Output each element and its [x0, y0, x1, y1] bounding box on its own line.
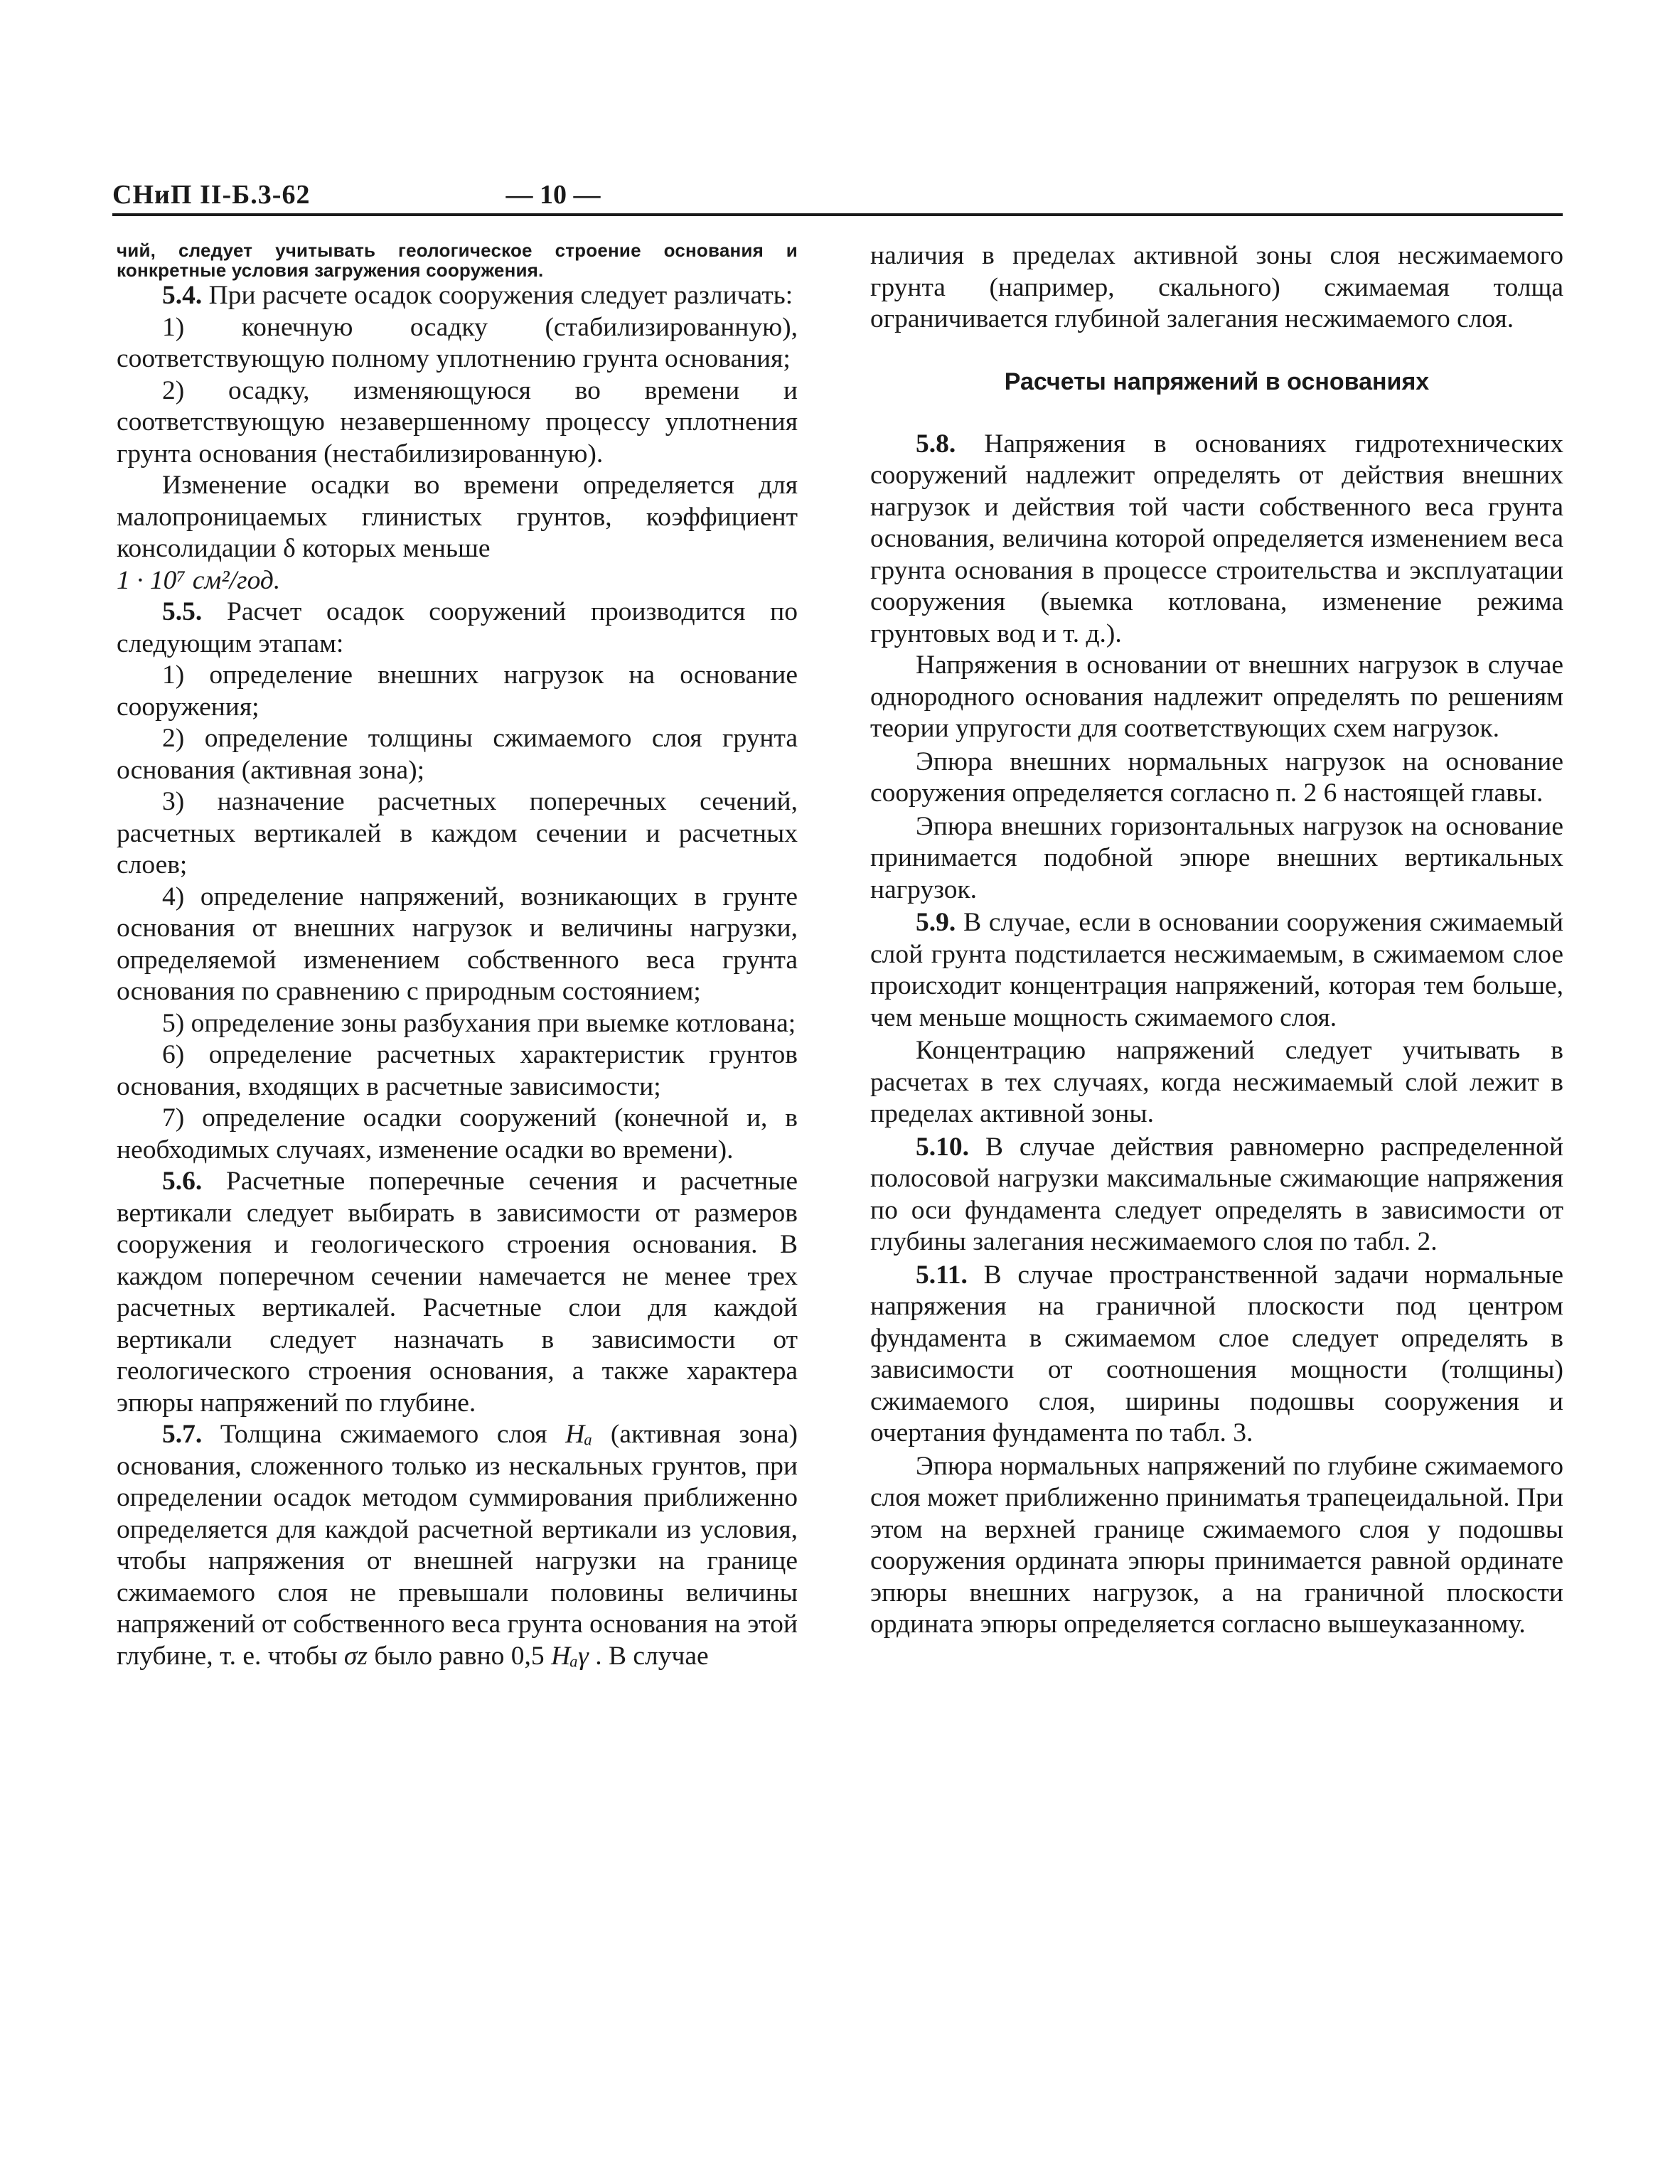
right-column — [870, 240, 1563, 1641]
list-item: 7) определение осадки сооружений (конечной и, в необходимых случаях, изменение осадки во времени). — [117, 1103, 798, 1165]
section-title: Расчеты напряжений в основаниях — [1004, 368, 1430, 395]
continuation-text: наличия в пределах активной зоны слоя несжимаемого грунта (например, скального) сжимаемая толща ограничивается глубиной залегания несжимаемого слоя. — [870, 241, 1563, 333]
paragraph-text: . В случае — [588, 1641, 709, 1671]
paragraph-text: Толщина сжимаемого слоя — [220, 1420, 566, 1449]
paragraph-text: Расчетные поперечные сечения и расчетные вертикали следует выбирать в зависимости от размеров сооружения и геологического строения основания. В каждом поперечном сечении намечается не менее трех расчетных вертикалей. Расчетные слои для каждой вертикали следует назначать в зависимости от геологического строения основания, а также характера эпюры напряжений по глубине. — [117, 1167, 798, 1418]
list-item: 5) определение зоны разбухания при выемке котлована; — [162, 1008, 796, 1038]
paragraph-text: было равно 0,5 — [368, 1641, 552, 1671]
paragraph-number: 5.6. — [162, 1167, 203, 1196]
paragraph-5-9 — [870, 907, 1563, 1034]
variable-sigma-z: σz — [343, 1641, 368, 1671]
list-item: 2) определение толщины сжимаемого слоя грунта основания (активная зона); — [117, 724, 798, 785]
paragraph-text: Напряжения в основаниях гидротехнических сооружений надлежит определять от действия внешних нагрузок и действия той части собственного веса грунта основания, величина которой определяется изменением веса грунта основания в процессе строительства и эксплуатации сооружения (выемка котлована, изменение режима грунтовых вод и т. д.). — [870, 429, 1564, 648]
paragraph: Напряжения в основании от внешних нагрузок в случае однородного основания надлежит определять по решениям теории упругости для соответствующих схем нагрузок. — [870, 651, 1563, 743]
list-item: 2) осадку, изменяющуюся во времени и соответствующую незавершенному процессу уплотнения грунта основания (нестабилизированную). — [117, 375, 798, 469]
paragraph-number: 5.10. — [916, 1132, 969, 1162]
paragraph: Эпюра внешних нормальных нагрузок на основание сооружения определяется согласно п. 2 6 настоящей главы. — [870, 746, 1563, 808]
paragraph-5-10 — [870, 1132, 1563, 1258]
intro-continuation: чий, следует учитывать геологическое строение основания и конкретные условия загружения сооружения. — [117, 240, 798, 281]
document-code: СНиП II-Б.3-62 — [112, 180, 311, 210]
paragraph-text: Расчет осадок сооружений производится по следующим этапам: — [117, 597, 798, 658]
header-rule — [112, 213, 1563, 216]
paragraph-5-7 — [117, 1419, 798, 1672]
variable-h-a: Hₐ — [565, 1420, 593, 1449]
paragraph-5-11 — [870, 1260, 1563, 1450]
paragraph-text: При расчете осадок сооружения следует различать: — [208, 281, 793, 310]
paragraph-number: 5.9. — [916, 908, 956, 937]
paragraph-number: 5.8. — [916, 429, 956, 459]
formula: 1 · 10⁷ см²/год. — [117, 565, 281, 595]
page-header — [112, 179, 1563, 213]
paragraph-note: Изменение осадки во времени определяется для малопроницаемых глинистых грунтов, коэффициент консолидации δ которых меньше — [117, 471, 798, 563]
paragraph-number: 5.4. — [162, 281, 203, 310]
paragraph-number: 5.7. — [162, 1420, 203, 1449]
paragraph: Эпюра внешних горизонтальных нагрузок на основание принимается подобной эпюре внешних вертикальных нагрузок. — [870, 811, 1563, 904]
paragraph-5-4 — [117, 280, 798, 312]
left-column — [117, 240, 798, 1672]
page-number: — 10 — — [505, 180, 601, 210]
list-item: 4) определение напряжений, возникающих в грунте основания от внешних нагрузок и величины нагрузки, определяемой изменением собственного веса грунта основания по сравнению с природным состоянием; — [117, 882, 798, 1006]
paragraph-text: В случае действия равномерно распределенной полосовой нагрузки максимальные сжимающие напряжения по оси фундамента следует определять в зависимости от глубины залегания несжимаемого слоя по табл. 2. — [870, 1132, 1563, 1256]
list-item: 3) назначение расчетных поперечных сечений, расчетных вертикалей в каждом сечении и расчетных слоев; — [117, 787, 798, 879]
paragraph-text: В случае пространственной задачи нормальные напряжения на граничной плоскости под центром фундамента в сжимаемом слое следует определять в зависимости от соотношения мощности (толщины) сжимаемого слоя, ширины подошвы сооружения и очертания фундамента по табл. 3. — [870, 1260, 1563, 1447]
paragraph-number: 5.11. — [916, 1260, 968, 1290]
paragraph-text: (активная зона) основания, сложенного только из нескальных грунтов, при определении осадок методом суммирования приближенно определяется для каждой расчетной вертикали из условия, чтобы напряжения от внешней нагрузки на границе сжимаемого слоя не превышали половины величины напряжений от собственного веса грунта основания на этой глубине, т. е. чтобы — [117, 1420, 798, 1671]
list-item: 1) конечную осадку (стабилизированную), соответствующую полному уплотнению грунта основания; — [117, 312, 798, 373]
variable-h-a-gamma: Hₐγ — [551, 1641, 589, 1671]
paragraph-text: В случае, если в основании сооружения сжимаемый слой грунта подстилается несжимаемым, в сжимаемом слое происходит концентрация напряжений, которая тем больше, чем меньше мощность сжимаемого слоя. — [870, 908, 1564, 1032]
paragraph: Эпюра нормальных напряжений по глубине сжимаемого слоя может приближенно приниматья трапецеидальной. При этом на верхней границе сжимаемого слоя у подошвы сооружения ордината эпюры принимается равной ординате эпюры внешних нагрузок, а на граничной плоскости ордината эпюры определяется согласно вышеуказанному. — [870, 1451, 1563, 1639]
paragraph-5-8 — [870, 429, 1563, 651]
list-item: 6) определение расчетных характеристик грунтов основания, входящих в расчетные зависимости; — [117, 1040, 798, 1101]
paragraph-5-6 — [117, 1166, 798, 1419]
list-item: 1) определение внешних нагрузок на основание сооружения; — [117, 660, 798, 722]
paragraph-5-5 — [117, 596, 798, 660]
paragraph: Концентрацию напряжений следует учитывать в расчетах в тех случаях, когда несжимаемый слой лежит в пределах активной зоны. — [870, 1036, 1563, 1128]
paragraph-number: 5.5. — [162, 597, 203, 626]
formula-line — [117, 565, 798, 597]
